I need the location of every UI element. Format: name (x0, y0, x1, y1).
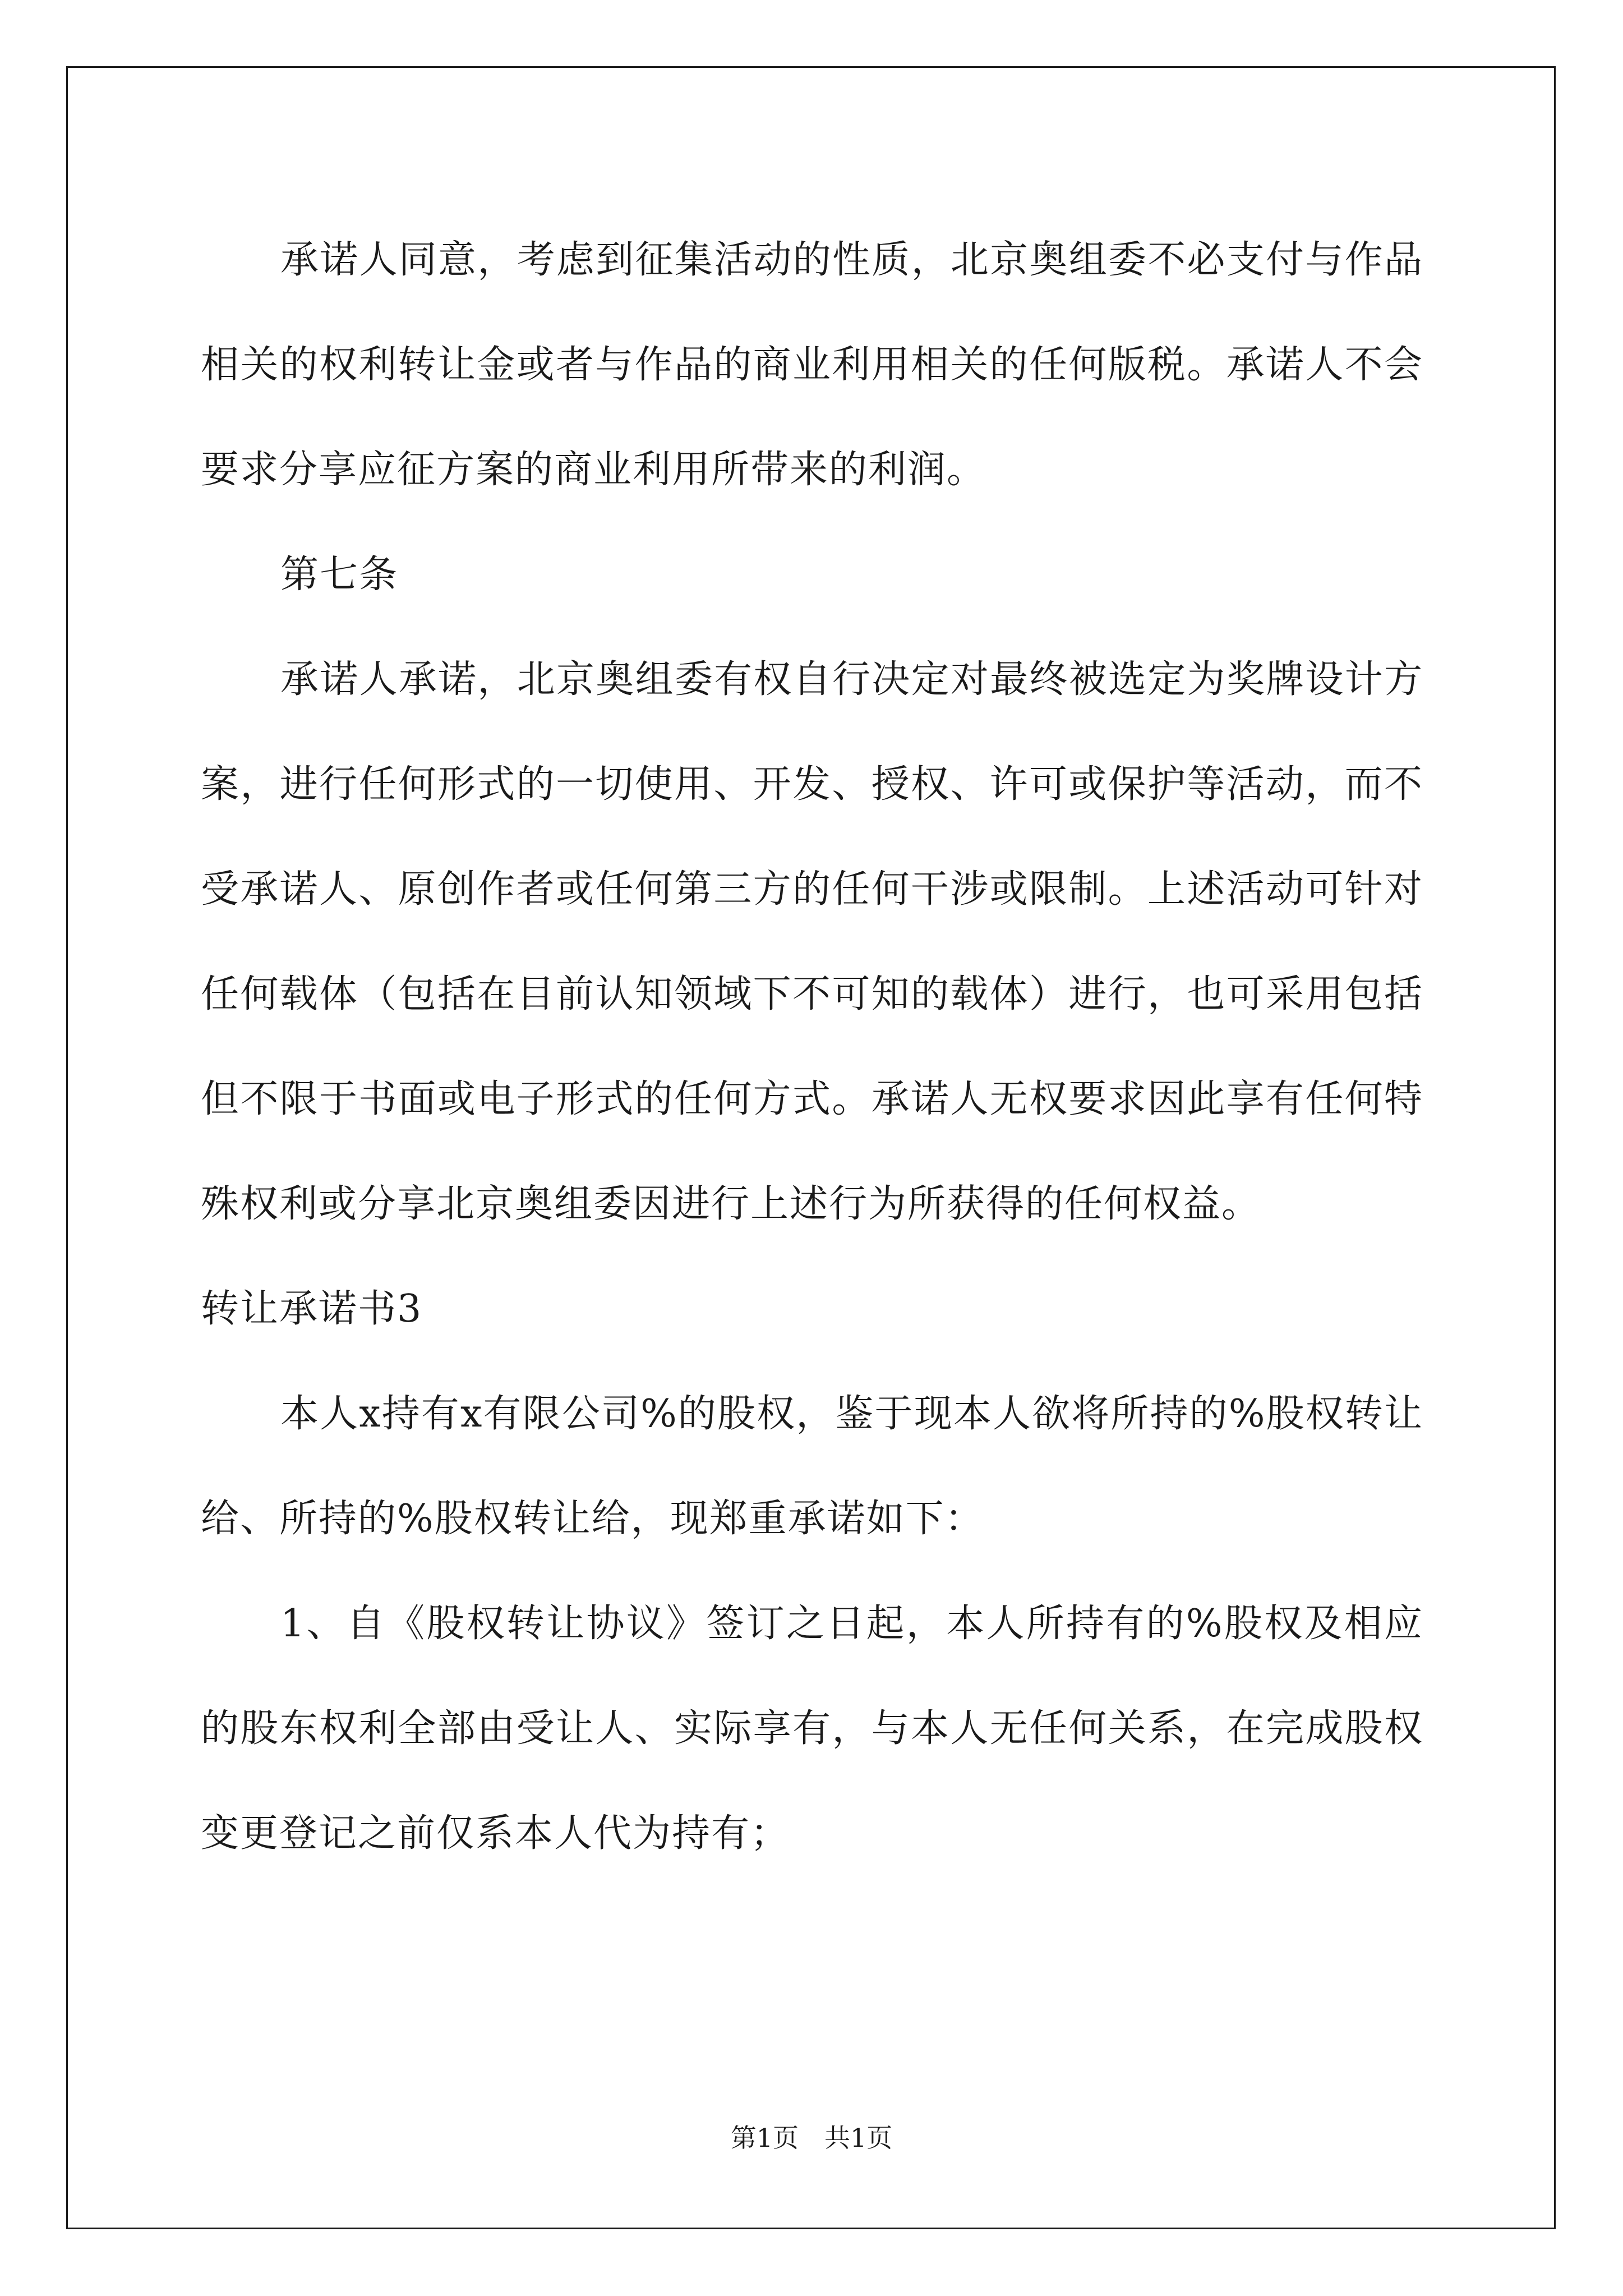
paragraph-equity-intro: 本人x持有x有限公司%的股权，鉴于现本人欲将所持的%股权转让给、所持的%股权转让给，现郑重承诺如下： (201, 1392, 1423, 1541)
document-body (201, 208, 1423, 1886)
paragraph-clause-1: 1、自《股权转让协议》签订之日起，本人所持有的%股权及相应的股东权利全部由受让人、实际享有，与本人无任何关系，在完成股权变更登记之前仅系本人代为持有； (201, 1602, 1423, 1856)
section-title: 转让承诺书3 (201, 1287, 423, 1331)
article-heading: 第七条 (280, 553, 399, 597)
paragraph-usage-rights: 承诺人承诺，北京奥组委有权自行决定对最终被选定为奖牌设计方案，进行任何形式的一切使用、开发、授权、许可或保护等活动，而不受承诺人、原创作者或任何第三方的任何干涉或限制。上述活动可针对任何载体（包括在目前认知领域下不可知的载体）进行，也可采用包括但不限于书面或电子形式的任何方式。承诺人无权要求因此享有任何特殊权利或分享北京奥组委因进行上述行为所获得的任何权益。 (201, 657, 1423, 1226)
page-number-footer: 第1页 共1页 (730, 2123, 893, 2153)
paragraph-compensation: 承诺人同意，考虑到征集活动的性质，北京奥组委不必支付与作品相关的权利转让金或者与作品的商业利用相关的任何版税。承诺人不会要求分享应征方案的商业利用所带来的利润。 (201, 238, 1423, 492)
